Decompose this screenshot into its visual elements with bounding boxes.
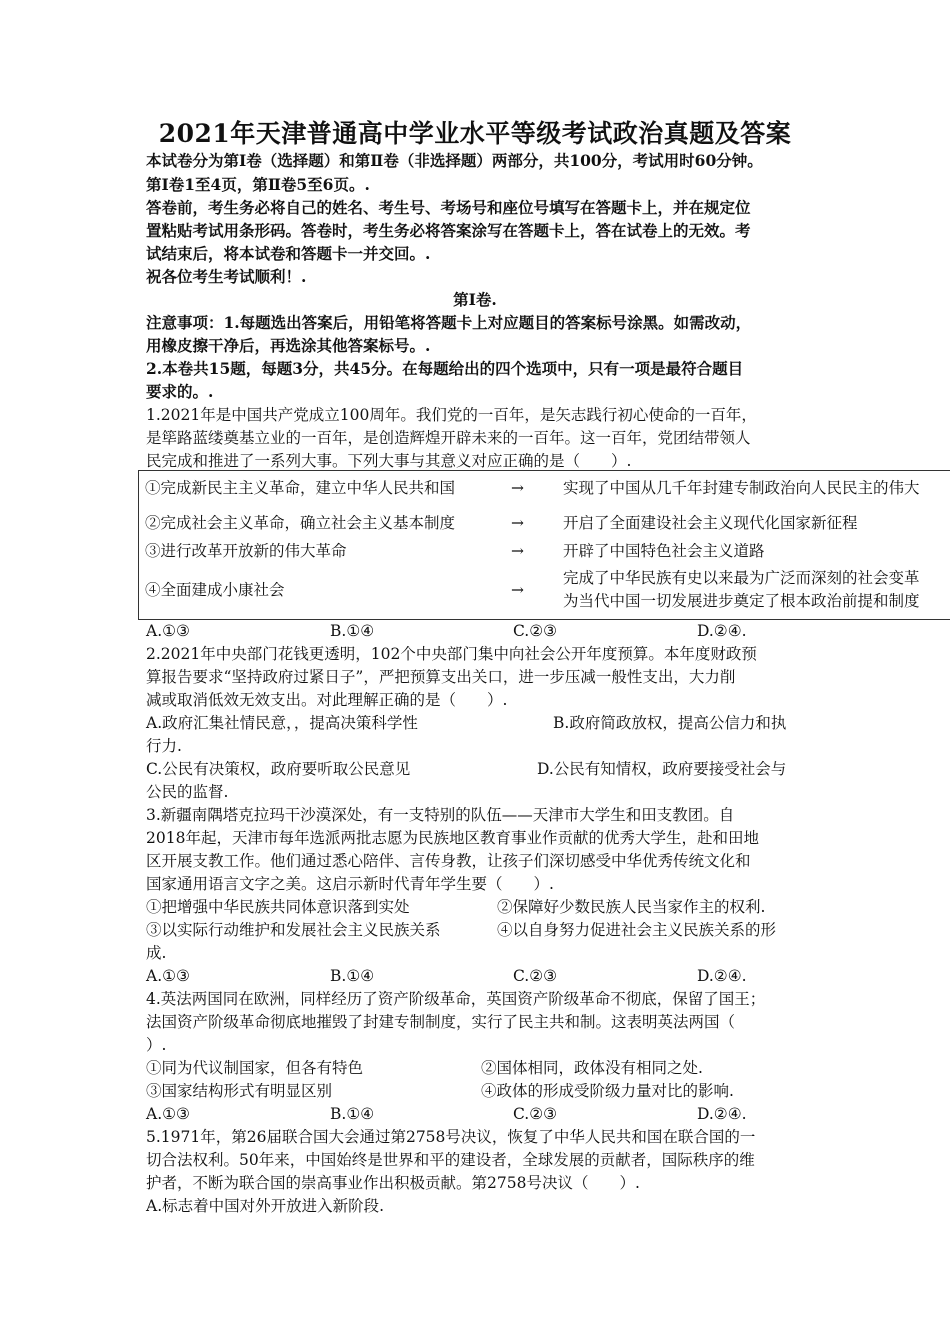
statement-2: ②保障好少数民族人民当家作主的权利. — [497, 898, 766, 916]
table-row-meaning: 开启了全面建设社会主义现代化国家新征程 — [563, 514, 858, 532]
option-d: D.②④. — [697, 967, 747, 985]
table-row-meaning: 为当代中国一切发展进步奠定了根本政治前提和制度 — [563, 592, 920, 610]
option-d: D.②④. — [697, 622, 747, 640]
option-d-cont: 公民的监督. — [146, 783, 229, 801]
q5-stem: 切合法权利。50年来，中国始终是世界和平的建设者，全球发展的贡献者，国际秩序的维 — [146, 1151, 755, 1169]
intro-line: 本试卷分为第Ⅰ卷（选择题）和第Ⅱ卷（非选择题）两部分，共100分，考试用时60分钟。 — [146, 151, 763, 170]
section-heading: 第Ⅰ卷. — [453, 290, 497, 309]
statement-2: ②国体相同，政体没有相同之处. — [481, 1059, 703, 1077]
q3-stem: 国家通用语言文字之美。这启示新时代青年学生要（ ）. — [146, 875, 554, 893]
notice-line: 要求的。. — [146, 382, 214, 401]
table-row-event: ②完成社会主义革命，确立社会主义基本制度 — [145, 514, 456, 532]
statement-3: ③国家结构形式有明显区别 — [146, 1082, 333, 1100]
intro-line: 答卷前，考生务必将自己的姓名、考生号、考场号和座位号填写在答题卡上，并在规定位 — [146, 198, 751, 217]
q2-stem: 算报告要求“坚持政府过紧日子”，严把预算支出关口，进一步压减一般性支出，大力削 — [146, 668, 736, 686]
q2-stem: 2.2021年中央部门花钱更透明，102个中央部门集中向社会公开年度预算。本年度财政预 — [146, 645, 757, 663]
q4-stem: 法国资产阶级革命彻底地摧毁了封建专制制度，实行了民主共和制。这表明英法两国（ — [146, 1013, 736, 1031]
q3-stem: 区开展支教工作。他们通过悉心陪伴、言传身教，让孩子们深切感受中华优秀传统文化和 — [146, 852, 751, 870]
intro-line: 第Ⅰ卷1至4页，第Ⅱ卷5至6页。. — [146, 175, 370, 194]
intro-line: 试结束后，将本试卷和答题卡一并交回。. — [146, 244, 431, 263]
table-row-event: ④全面建成小康社会 — [145, 581, 285, 599]
table-row-meaning: 开辟了中国特色社会主义道路 — [563, 542, 765, 560]
option-a: A.①③ — [146, 967, 190, 985]
option-a: A.标志着中国对外开放进入新阶段. — [146, 1197, 385, 1215]
q2-stem: 减或取消低效无效支出。对此理解正确的是（ ）. — [146, 691, 508, 709]
option-a: A.①③ — [146, 1105, 190, 1123]
option-b: B.政府简政放权，提高公信力和执 — [553, 714, 787, 732]
table-row-meaning: 完成了中华民族有史以来最为广泛而深刻的社会变革 — [563, 569, 920, 587]
statement-4-cont: 成. — [146, 944, 167, 962]
statement-4: ④以自身努力促进社会主义民族关系的形 — [497, 921, 777, 939]
option-d: D.公民有知情权，政府要接受社会与 — [537, 760, 787, 778]
notice-line: 2.本卷共15题，每题3分，共45分。在每题给出的四个选项中，只有一项是最符合题目 — [146, 359, 744, 378]
table-row-event: ③进行改革开放新的伟大革命 — [145, 542, 347, 560]
statement-1: ①同为代议制国家，但各有特色 — [146, 1059, 364, 1077]
q4-stem: ）. — [146, 1036, 167, 1054]
page-title: 2021年天津普通高中学业水平等级考试政治真题及答案 — [158, 119, 792, 148]
option-c: C.②③ — [513, 1105, 558, 1123]
option-b: B.①④ — [330, 1105, 375, 1123]
intro-line: 祝各位考生考试顺利！. — [146, 267, 307, 286]
q5-stem: 5.1971年，第26届联合国大会通过第2758号决议，恢复了中华人民共和国在联合国的一 — [146, 1128, 756, 1146]
option-b: B.①④ — [330, 967, 375, 985]
table-row-meaning: 实现了中国从几千年封建专制政治向人民民主的伟大 — [563, 479, 920, 497]
notice-line: 注意事项：1.每题选出答案后，用铅笔将答题卡上对应题目的答案标号涂黑。如需改动， — [146, 313, 752, 332]
q1-stem: 是筚路蓝缕奠基立业的一百年，是创造辉煌开辟未来的一百年。这一百年，党团结带领人 — [146, 429, 751, 447]
arrow-icon: → — [511, 581, 524, 599]
q4-stem: 4.英法两国同在欧洲，同样经历了资产阶级革命，英国资产阶级革命不彻底，保留了国王； — [146, 990, 766, 1008]
arrow-icon: → — [511, 514, 524, 532]
q1-stem: 民完成和推进了一系列大事。下列大事与其意义对应正确的是（ ）. — [146, 452, 632, 470]
q5-stem: 护者，不断为联合国的崇高事业作出积极贡献。第2758号决议（ ）. — [146, 1174, 640, 1192]
option-a: A.①③ — [146, 622, 190, 640]
statement-1: ①把增强中华民族共同体意识落到实处 — [146, 898, 410, 916]
q3-stem: 3.新疆南隅塔克拉玛干沙漠深处，有一支特别的队伍——天津市大学生和田支教团。自 — [146, 806, 735, 824]
statement-3: ③以实际行动维护和发展社会主义民族关系 — [146, 921, 441, 939]
option-b-cont: 行力. — [146, 737, 182, 755]
arrow-icon: → — [511, 542, 524, 560]
option-c: C.②③ — [513, 967, 558, 985]
option-a: A.政府汇集社情民意，，提高决策科学性 — [146, 714, 418, 732]
q3-stem: 2018年起，天津市每年选派两批志愿为民族地区教育事业作贡献的优秀大学生，赴和田地 — [146, 829, 759, 847]
option-d: D.②④. — [697, 1105, 747, 1123]
q1-table — [138, 470, 950, 620]
option-c: C.②③ — [513, 622, 558, 640]
table-row-event: ①完成新民主主义革命，建立中华人民共和国 — [145, 479, 456, 497]
notice-line: 用橡皮擦干净后，再选涂其他答案标号。. — [146, 336, 431, 355]
intro-line: 置粘贴考试用条形码。答卷时，考生务必将答案涂写在答题卡上，答在试卷上的无效。考 — [146, 221, 751, 240]
option-c: C.公民有决策权，政府要听取公民意见 — [146, 760, 411, 778]
statement-4: ④政体的形成受阶级力量对比的影响. — [481, 1082, 734, 1100]
q1-stem: 1.2021年是中国共产党成立100周年。我们党的一百年，是矢志践行初心使命的一百年， — [146, 406, 757, 424]
arrow-icon: → — [511, 479, 524, 497]
option-b: B.①④ — [330, 622, 375, 640]
